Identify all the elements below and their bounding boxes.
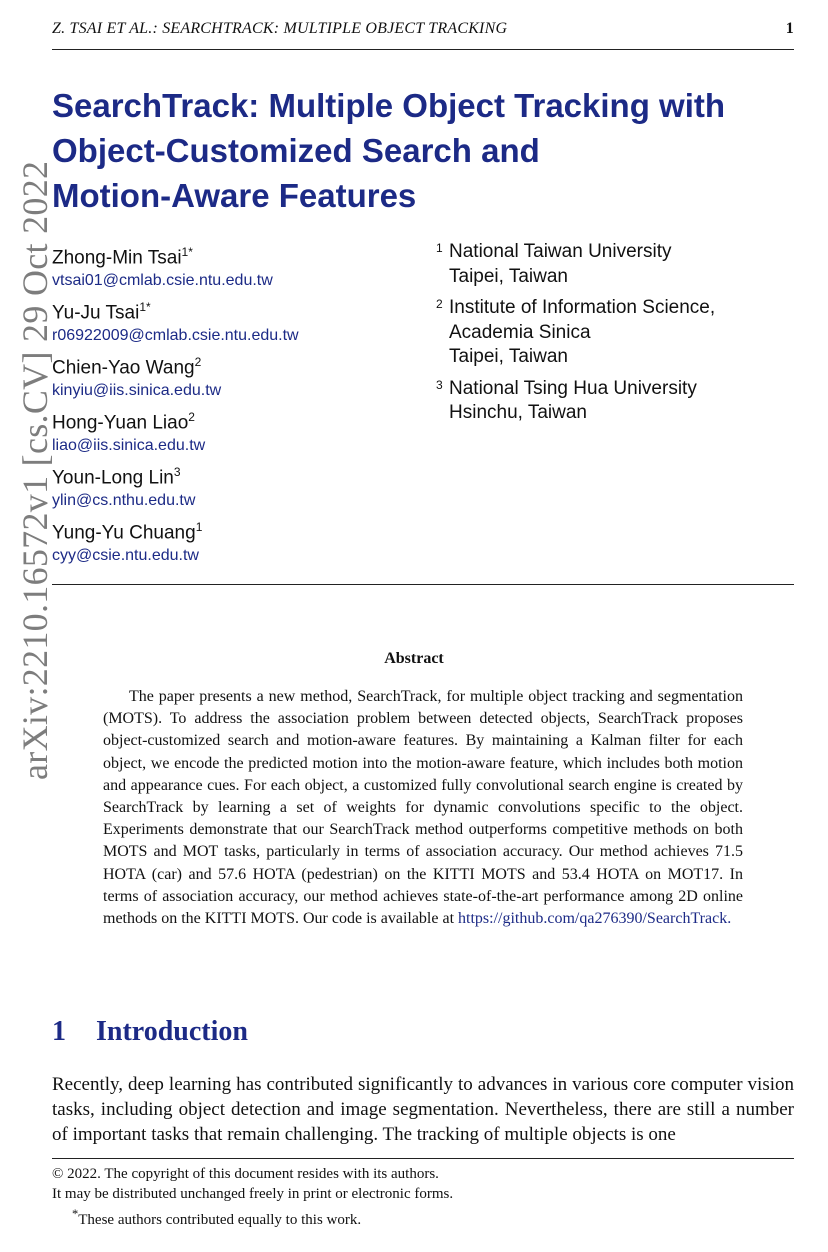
author-affil-mark: 2 bbox=[188, 410, 195, 424]
footnote-rule bbox=[52, 1158, 794, 1159]
author-entry bbox=[52, 405, 432, 460]
title-line: SearchTrack: Multiple Object Tracking with bbox=[52, 87, 726, 124]
section-heading bbox=[52, 1016, 248, 1048]
section-title: Introduction bbox=[96, 1016, 248, 1047]
author-affil-mark: 1* bbox=[181, 245, 193, 259]
author-email[interactable]: vtsai01@cmlab.csie.ntu.edu.tw bbox=[52, 272, 273, 290]
affiliation-entry bbox=[436, 377, 816, 426]
author-entry bbox=[52, 350, 432, 405]
header-rule bbox=[52, 49, 794, 50]
footnote-equal-contribution: These authors contributed equally to this work. bbox=[78, 1212, 362, 1228]
footnote-mark: * bbox=[72, 1207, 79, 1221]
abstract-body bbox=[103, 686, 743, 930]
intro-paragraph: Recently, deep learning has contributed significantly to advances in various core computer vision tasks, including object detection and image segmentation. Nevertheless, there are still a number of important tasks that remain challenging. The tracking of multiple objects is one bbox=[52, 1074, 794, 1145]
affiliation-line: Taipei, Taiwan bbox=[449, 265, 569, 287]
affiliation-line: National Taiwan University bbox=[449, 241, 672, 262]
affiliation-line: Academia Sinica bbox=[449, 321, 591, 343]
author-affil-mark: 3 bbox=[173, 465, 181, 479]
section-number: 1 bbox=[52, 1016, 66, 1047]
affiliation-entry bbox=[436, 240, 816, 289]
arxiv-stamp: arXiv:2210.16572v1 [cs.CV] 29 Oct 2022 bbox=[15, 160, 55, 780]
abstract-heading: Abstract bbox=[384, 650, 444, 667]
author-name: Yung-Yu Chuang bbox=[52, 522, 196, 544]
author-email[interactable]: liao@iis.sinica.edu.tw bbox=[52, 437, 206, 455]
author-entry bbox=[52, 240, 432, 295]
page-number: 1 bbox=[785, 20, 794, 37]
affiliation-line: Institute of Information Science, bbox=[449, 297, 716, 318]
title-line: Object-Customized Search and bbox=[52, 132, 540, 169]
affiliation-line: Taipei, Taiwan bbox=[449, 346, 569, 367]
footnote-line: It may be distributed unchanged freely in print or electronic forms. bbox=[52, 1186, 454, 1202]
running-head-text: Z. TSAI ET AL.: SEARCHTRACK: MULTIPLE OBJECT TRACKING bbox=[52, 20, 508, 37]
affiliation-line: Hsinchu, Taiwan bbox=[449, 402, 588, 423]
footnote-line: © 2022. The copyright of this document resides with its authors. bbox=[52, 1166, 439, 1182]
affiliation-number: 1 bbox=[436, 241, 443, 255]
affiliation-number: 3 bbox=[436, 377, 443, 392]
author-name: Yu-Ju Tsai bbox=[52, 302, 140, 324]
author-email[interactable]: r06922009@cmlab.csie.ntu.edu.tw bbox=[52, 327, 299, 345]
affiliation-number: 2 bbox=[436, 297, 443, 311]
code-link[interactable]: https://github.com/qa276390/SearchTrack. bbox=[458, 910, 732, 928]
author-name: Hong-Yuan Liao bbox=[52, 412, 189, 434]
abstract-text: The paper presents a new method, SearchTrack, for multiple object tracking and segmentation (MOTS). To address the association problem between detected objects, SearchTrack proposes object-customized search and motion-aware features. By maintaining a Kalman filter for each object, we encode the predicted motion into the motion-aware feature, which includes both motion and appearance cues. For each object, a customized fully convolutional search engine is created by SearchTrack by learning a set of weights for dynamic convolutions specific to the object. Experiments demonstrate that our SearchTrack method outperforms competitive methods on both MOTS and MOT tasks, particularly in terms of association accuracy. Our method achieves 71.5 HOTA (car) and 57.6 HOTA (pedestrian) on the KITTI MOTS and 53.4 HOTA on MOT17. In terms of association accuracy, our method achieves state-of-the-art performance among 2D online methods on the KITTI MOTS. Our code is available at bbox=[103, 688, 743, 928]
title-block-rule bbox=[52, 584, 794, 585]
affiliation-list bbox=[436, 240, 816, 433]
footnote-line bbox=[52, 1204, 453, 1230]
author-email[interactable]: kinyiu@iis.sinica.edu.tw bbox=[52, 382, 222, 400]
paper-title bbox=[52, 83, 792, 218]
author-name: Chien-Yao Wang bbox=[52, 357, 195, 379]
author-affil-mark: 1 bbox=[195, 520, 203, 534]
affiliation-entry bbox=[436, 296, 816, 370]
author-entry bbox=[52, 460, 432, 515]
author-affil-mark: 2 bbox=[194, 355, 202, 369]
title-line: Motion-Aware Features bbox=[52, 177, 417, 214]
running-head bbox=[52, 20, 794, 42]
author-email[interactable]: cyy@csie.ntu.edu.tw bbox=[52, 547, 199, 565]
author-entry bbox=[52, 295, 432, 350]
affiliation-line: National Tsing Hua University bbox=[449, 377, 697, 399]
author-email[interactable]: ylin@cs.nthu.edu.tw bbox=[52, 492, 196, 510]
author-entry bbox=[52, 515, 432, 570]
author-name: Youn-Long Lin bbox=[52, 467, 174, 489]
author-affil-mark: 1* bbox=[139, 300, 151, 314]
author-list bbox=[52, 240, 432, 570]
footnote-block bbox=[52, 1164, 453, 1230]
author-name: Zhong-Min Tsai bbox=[52, 247, 182, 269]
